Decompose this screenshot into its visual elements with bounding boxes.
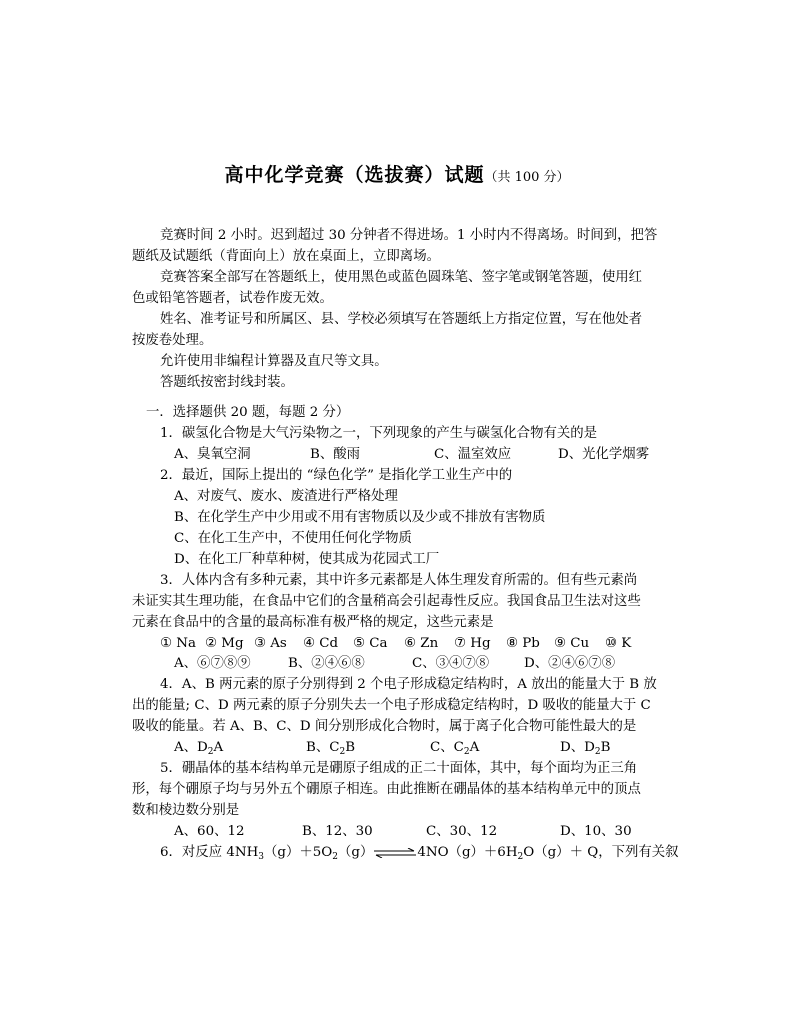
- option-b: B、12、30: [302, 824, 373, 839]
- element-item: ⑦ Hg: [454, 636, 491, 651]
- question-1-options: [174, 445, 649, 465]
- question-3-stem: 元素在食品中的含量的最高标准有极严格的规定，这些元素是: [132, 615, 494, 630]
- element-item: ⑨ Cu: [554, 636, 590, 651]
- question-6-stem: 6．对反应 $4NH_3(g)+5O_2(g)$ $4NO(g)+6H_2O(g)+ Q$，下列有关叙: [160, 845, 679, 862]
- option-c: C、30、12: [426, 824, 498, 839]
- instruction-line: 题纸及试题纸（背面向上）放在桌面上，立即离场。: [132, 249, 440, 264]
- instruction-line: 竞赛时间 2 小时。迟到超过 30 分钟者不得进场。1 小时内不得离场。时间到，把答: [160, 228, 658, 243]
- element-item: ② Mg: [205, 636, 244, 651]
- option-b: B、C2B: [306, 740, 356, 757]
- option-d: D、在化工厂种草种树，使其成为花园式工厂: [174, 552, 440, 567]
- question-2-stem: 2．最近，国际上提出的 “绿色化学” 是指化学工业生产中的: [160, 468, 513, 483]
- option-b: B、②④⑥⑧: [288, 656, 365, 671]
- option-c: C、在化工生产中，不使用任何化学物质: [174, 531, 412, 546]
- instruction-line: 竞赛答案全部写在答题纸上，使用黑色或蓝色圆珠笔、签字笔或钢笔答题，使用红: [160, 270, 643, 285]
- element-item: ⑤ Ca: [353, 636, 388, 651]
- equilibrium-arrow-icon: [373, 848, 417, 858]
- option-d: D、②④⑥⑦⑧: [524, 656, 616, 671]
- question-5-stem: 形，每个硼原子均与另外五个硼原子相连。由此推断在硼晶体的基本结构单元中的顶点: [132, 782, 641, 797]
- option-a: A、60、12: [174, 824, 245, 839]
- question-5-stem: 数和棱边数分别是: [132, 803, 240, 818]
- option-d: D、光化学烟雾: [558, 447, 650, 462]
- title-main: 高中化学竞赛（选拔赛）试题: [224, 164, 485, 186]
- element-item: ⑥ Zn: [404, 636, 439, 651]
- page-title: [0, 160, 794, 187]
- section-heading: 一．选择题供 20 题，每题 2 分）: [146, 405, 350, 420]
- question-5-stem: 5．硼晶体的基本结构单元是硼原子组成的正二十面体，其中，每个面均为正三角: [160, 761, 638, 776]
- instruction-line: 按废卷处理。: [132, 333, 213, 348]
- element-item: ③ As: [254, 636, 287, 651]
- instruction-line: 色或铅笔答题者，试卷作废无效。: [132, 291, 333, 306]
- question-5-options: [174, 822, 632, 842]
- element-item: ⑩ K: [605, 636, 632, 651]
- option-a: A、对废气、废水、废渣进行严格处理: [174, 489, 398, 504]
- question-4-stem: 4．A、B 两元素的原子分别得到 2 个电子形成稳定结构时，A 放出的能量大于 B 放: [160, 677, 657, 692]
- title-score: （共 100 分）: [484, 170, 570, 185]
- option-c: C、C2A: [430, 740, 480, 757]
- instruction-line: 姓名、准考证号和所属区、县、学校必须填写在答题纸上方指定位置，写在他处者: [160, 312, 643, 327]
- question-4-stem: 出的能量; C、D 两元素的原子分别失去一个电子形成稳定结构时，D 吸收的能量大于 C: [132, 698, 651, 713]
- option-a: A、臭氧空洞: [174, 447, 251, 462]
- question-3-options: [174, 654, 615, 674]
- option-a: A、⑥⑦⑧⑨: [174, 656, 251, 671]
- question-3-stem: 未证实其生理功能，在食品中它们的含量稍高会引起毒性反应。我国食品卫生法对这些: [132, 594, 641, 609]
- option-a: A、D2A: [174, 740, 224, 757]
- instruction-line: 答题纸按密封线封装。: [160, 375, 294, 390]
- option-b: B、在化学生产中少用或不用有害物质以及少或不排放有害物质: [174, 510, 546, 525]
- option-d: D、10、30: [560, 824, 632, 839]
- option-b: B、酸雨: [310, 447, 361, 462]
- element-item: ① Na: [160, 636, 196, 651]
- question-4-stem: 吸收的能量。若 A、B、C、D 间分别形成化合物时，属于离子化合物可能性最大的是: [132, 719, 637, 734]
- option-c: C、③④⑦⑧: [412, 656, 490, 671]
- option-c: C、温室效应: [434, 447, 512, 462]
- question-1-stem: 1．碳氢化合物是大气污染物之一，下列现象的产生与碳氢化合物有关的是: [160, 426, 598, 441]
- element-item: ⑧ Pb: [506, 636, 540, 651]
- option-d: D、D2B: [560, 740, 611, 757]
- instruction-line: 允许使用非编程计算器及直尺等文具。: [160, 354, 388, 369]
- question-3-stem: 3．人体内含有多种元素，其中许多元素都是人体生理发育所需的。但有些元素尚: [160, 573, 638, 588]
- element-list: [160, 634, 631, 654]
- element-item: ④ Cd: [303, 636, 339, 651]
